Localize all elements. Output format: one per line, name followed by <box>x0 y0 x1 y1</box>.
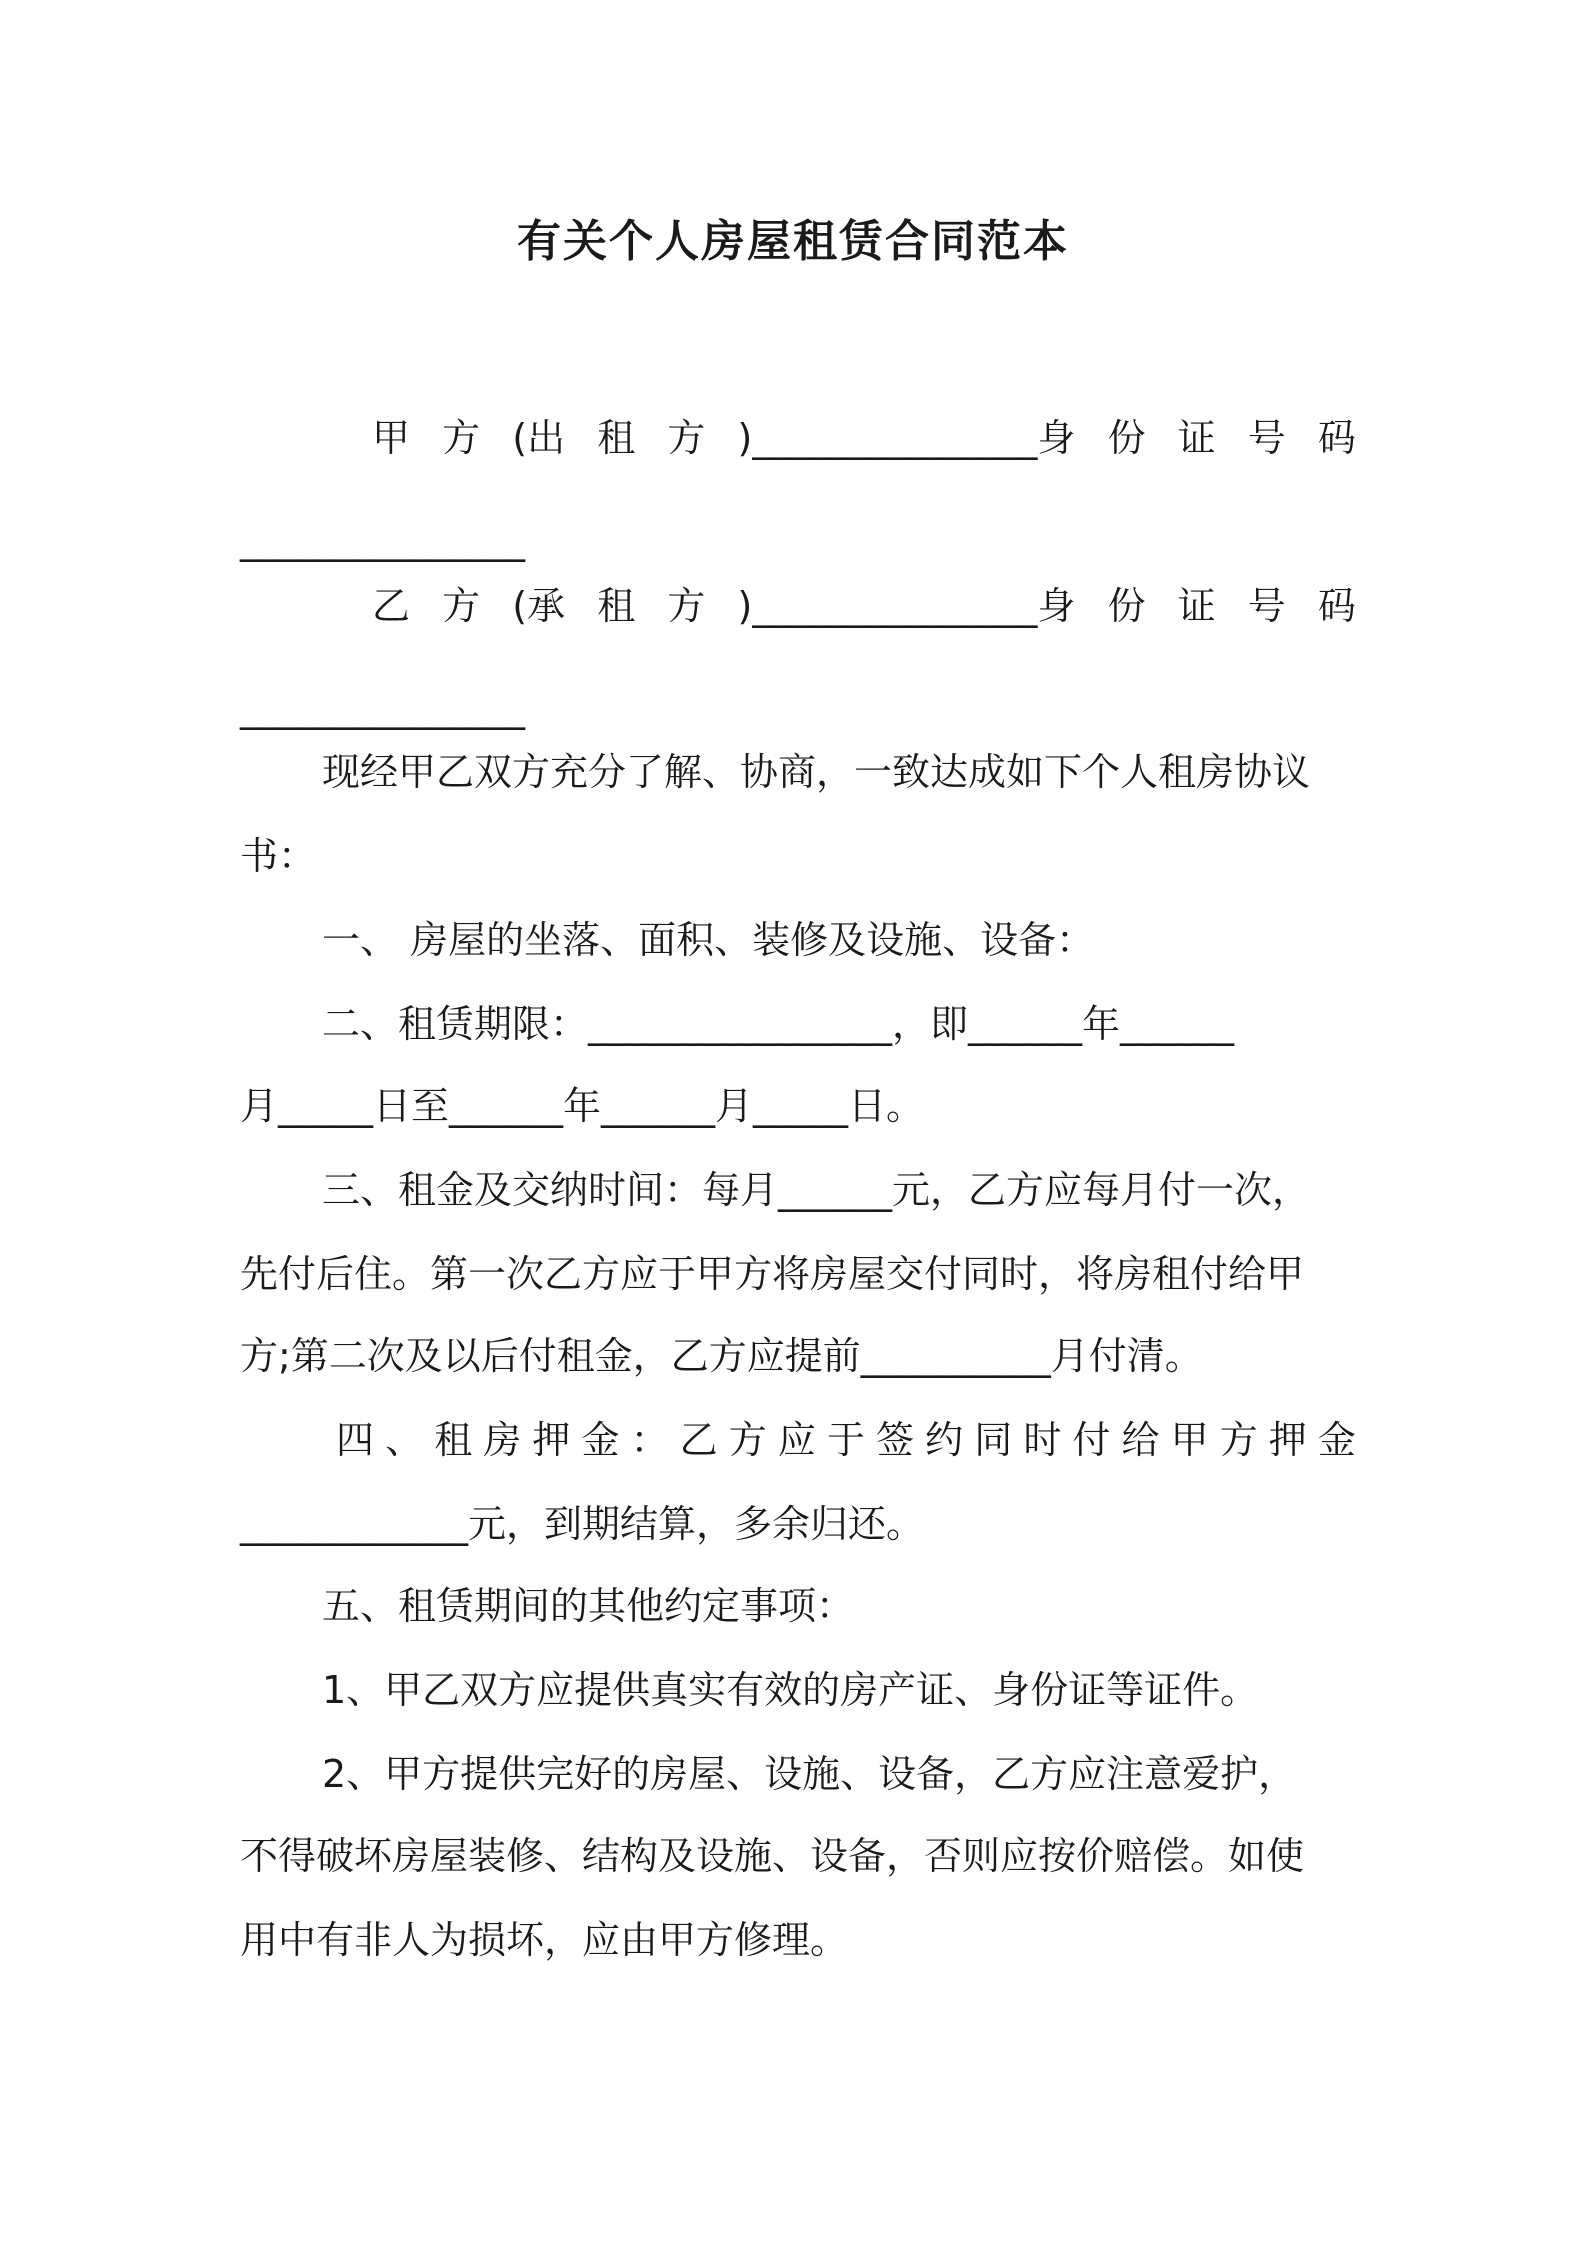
clause-4-char: 房 <box>483 1418 522 1462</box>
party-a-char: 方 <box>667 416 706 460</box>
clause-4-char: 时 <box>1023 1418 1062 1462</box>
clause-3-line-1: 三、租金及交纳时间：每月______元，乙方应每月付一次， <box>322 1168 1311 1212</box>
party-a-id-blank: _______________ <box>240 518 525 562</box>
clause-4-char: 于 <box>826 1418 865 1462</box>
party-b-line <box>372 580 1356 632</box>
clause-4-char: 付 <box>1072 1418 1111 1462</box>
clause-4-char: 给 <box>1121 1418 1160 1462</box>
document-title: 有关个人房屋租赁合同范本 <box>517 216 1069 267</box>
item-1: 1、甲乙双方应提供真实有效的房产证、身份证等证件。 <box>322 1668 1259 1712</box>
party-b-char: 码 <box>1317 584 1356 628</box>
clause-4-char: 四 <box>336 1418 375 1462</box>
party-a-char: 租 <box>597 416 636 460</box>
party-a-char: 甲 <box>372 416 411 460</box>
party-a-char: 号 <box>1247 416 1286 460</box>
clause-3-line-2: 先付后住。第一次乙方应于甲方将房屋交付同时，将房租付给甲 <box>240 1252 1305 1296</box>
party-b-char: 证 <box>1177 584 1216 628</box>
clause-4-line-2: ____________元，到期结算，多余归还。 <box>240 1502 925 1546</box>
clause-4-char: ： <box>630 1418 669 1462</box>
party-a-char: 证 <box>1177 416 1216 460</box>
intro-line-2: 书： <box>240 834 317 878</box>
item-2-line-3: 用中有非人为损坏，应由甲方修理。 <box>240 1918 849 1962</box>
party-b-char: 号 <box>1247 584 1286 628</box>
clause-4-char: 乙 <box>679 1418 718 1462</box>
clause-4-char: 押 <box>532 1418 571 1462</box>
party-a-char: )_______________身 <box>737 416 1076 460</box>
party-b-char: 租 <box>597 584 636 628</box>
clause-4-char: 押 <box>1268 1418 1307 1462</box>
clause-2-line-2: 月_____日至______年______月_____日。 <box>240 1084 925 1128</box>
party-b-char: 方 <box>442 584 481 628</box>
party-b-char: 乙 <box>372 584 411 628</box>
item-2-line-1: 2、甲方提供完好的房屋、设施、设备，乙方应注意爱护， <box>322 1752 1297 1796</box>
clause-4-char: 同 <box>974 1418 1013 1462</box>
party-b-char: 份 <box>1107 584 1146 628</box>
party-b-char: 方 <box>667 584 706 628</box>
clause-4-char: 金 <box>581 1418 620 1462</box>
party-a-char: 份 <box>1107 416 1146 460</box>
clause-4-char: 甲 <box>1170 1418 1209 1462</box>
intro-line-1: 现经甲乙双方充分了解、协商，一致达成如下个人租房协议 <box>322 750 1311 794</box>
party-a-char: 码 <box>1317 416 1356 460</box>
party-a-char: (出 <box>512 416 566 460</box>
clause-4-char: 签 <box>876 1418 915 1462</box>
item-2-line-2: 不得破坏房屋装修、结构及设施、设备，否则应按价赔偿。如使 <box>240 1834 1305 1878</box>
party-a-char: 方 <box>442 416 481 460</box>
party-a-line <box>372 412 1356 464</box>
clause-2-line-1: 二、租赁期限：________________，即______年______ <box>322 1002 1235 1046</box>
clause-4-char: 方 <box>1219 1418 1258 1462</box>
clause-1: 一、 房屋的坐落、面积、装修及设施、设备： <box>322 918 1095 962</box>
clause-4-char: 、 <box>385 1418 424 1462</box>
party-b-char: )_______________身 <box>737 584 1076 628</box>
party-b-char: (承 <box>512 584 566 628</box>
clause-4-line-1 <box>336 1414 1356 1466</box>
clause-4-char: 金 <box>1317 1418 1356 1462</box>
clause-3-line-3: 方;第二次及以后付租金，乙方应提前__________月付清。 <box>240 1334 1203 1378</box>
clause-5: 五、租赁期间的其他约定事项： <box>322 1584 855 1628</box>
clause-4-char: 约 <box>925 1418 964 1462</box>
clause-4-char: 方 <box>728 1418 767 1462</box>
clause-4-char: 租 <box>434 1418 473 1462</box>
clause-4-char: 应 <box>777 1418 816 1462</box>
party-b-id-blank: _______________ <box>240 686 525 730</box>
